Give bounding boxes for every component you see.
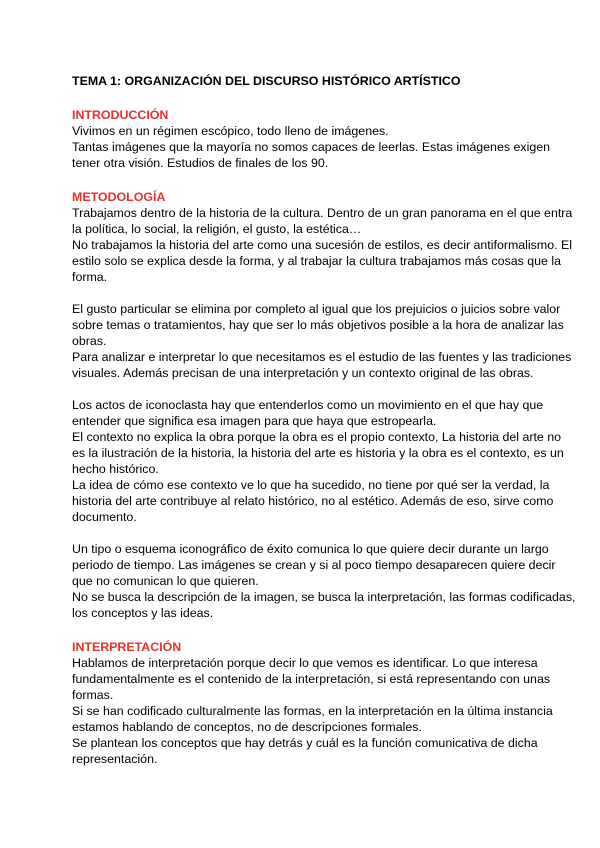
paragraph: El gusto particular se elimina por completo al igual que los prejuicios o juicios sobre valor sobre temas o tratamientos, hay que ser lo más objetivos posible a la hora de analizar las obras. bbox=[72, 302, 564, 348]
section-heading-introduccion: INTRODUCCIÓN bbox=[72, 108, 169, 122]
paragraph: No se busca la descripción de la imagen, se busca la interpretación, las formas codificadas, los conceptos y las ideas. bbox=[72, 590, 576, 620]
paragraph: Los actos de iconoclasta hay que entenderlos como un movimiento en el que hay que entender que significa esa imagen para que haya que estropearla. bbox=[72, 398, 544, 428]
paragraph: Para analizar e interpretar lo que necesitamos es el estudio de las fuentes y las tradiciones visuales. Además precisan de una interpretación y un contexto original de las obras. bbox=[72, 350, 572, 380]
document-title: TEMA 1: ORGANIZACIÓN DEL DISCURSO HISTÓRICO ARTÍSTICO bbox=[72, 74, 461, 88]
section-interpretacion bbox=[72, 639, 576, 767]
paragraph: Tantas imágenes que la mayoría no somos capaces de leerlas. Estas imágenes exigen tener otra visión. Estudios de finales de los 90. bbox=[72, 140, 550, 170]
section-metodologia bbox=[72, 189, 576, 621]
paragraph: Hablamos de interpretación porque decir lo que vemos es identificar. Lo que interesa fundamentalmente es el contenido de la interpretación, si está representando con unas formas. bbox=[72, 656, 551, 702]
paragraph: Trabajamos dentro de la historia de la cultura. Dentro de un gran panorama en el que entra la política, lo social, la religión, el gusto, la estética… bbox=[72, 206, 573, 236]
paragraph: La idea de cómo ese contexto ve lo que ha sucedido, no tiene por qué ser la verdad, la historia del arte contribuye al relato histórico, no al estético. Además de eso, sirve como documento. bbox=[72, 478, 554, 524]
paragraph: No trabajamos la historia del arte como una sucesión de estilos, es decir antiformalismo. El estilo solo se explica desde la forma, y al trabajar la cultura trabajamos más cosas que la forma. bbox=[72, 238, 572, 284]
paragraph: Si se han codificado culturalmente las formas, en la interpretación en la última instancia estamos hablando de conceptos, no de descripciones formales. bbox=[72, 704, 553, 734]
section-introduccion bbox=[72, 107, 576, 171]
paragraph: Se plantean los conceptos que hay detrás y cuál es la función comunicativa de dicha representación. bbox=[72, 736, 538, 766]
paragraph: Vivimos en un régimen escópico, todo lleno de imágenes. bbox=[72, 124, 389, 138]
section-heading-interpretacion: INTERPRETACIÓN bbox=[72, 640, 182, 654]
paragraph: Un tipo o esquema iconográfico de éxito comunica lo que quiere decir durante un largo periodo de tiempo. Las imágenes se crean y si al poco tiempo desaparecen quiere decir que no comunican lo que quieren. bbox=[72, 542, 556, 588]
section-heading-metodologia: METODOLOGÍA bbox=[72, 190, 166, 204]
paragraph: El contexto no explica la obra porque la obra es el propio contexto, La historia del arte no es la ilustración de la historia, la historia del arte es historia y la obra es el contexto, es un hecho histórico. bbox=[72, 430, 564, 476]
